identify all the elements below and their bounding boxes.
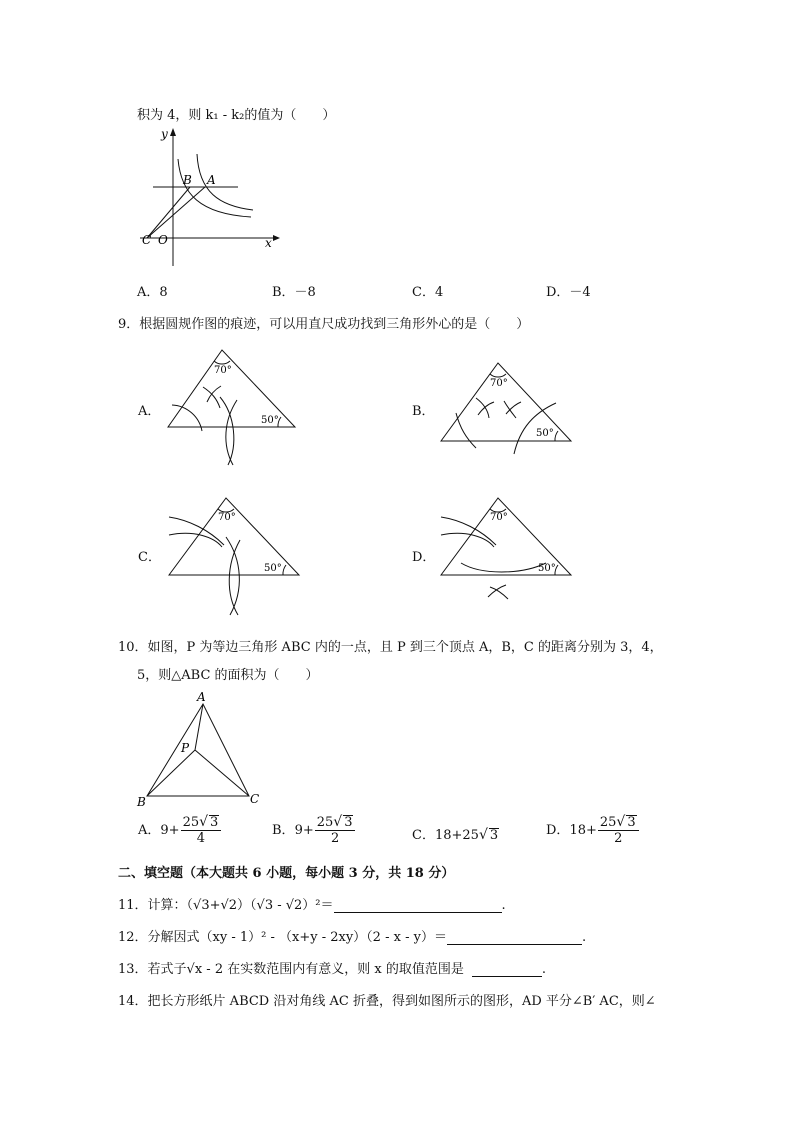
q10b-den: 2 xyxy=(330,831,340,846)
q9-figure-a xyxy=(160,345,300,470)
q10a-radicand: 3 xyxy=(210,815,219,830)
q10c-pre: 18+25 xyxy=(434,828,479,843)
sqrt-icon: √ xyxy=(333,814,343,830)
sqrt-icon: √ xyxy=(478,827,488,843)
q13-end: . xyxy=(541,962,546,977)
q8-option-c: C．4 xyxy=(412,285,444,300)
q10d-letter: D． xyxy=(546,823,570,838)
q10b-letter: B． xyxy=(272,823,295,838)
sqrt-icon: √ xyxy=(616,814,626,830)
q10-label-a: A xyxy=(197,690,206,704)
q9-stem: 9．根据圆规作图的痕迹，可以用直尺成功找到三角形外心的是（ ） xyxy=(118,317,530,332)
q10d-radicand: 3 xyxy=(627,815,636,830)
q13-answer-blank[interactable] xyxy=(472,961,542,977)
q10a-pre: 9+ xyxy=(160,823,180,838)
q8-stem: 积为 4，则 k₁ - k₂的值为（ ） xyxy=(137,108,336,123)
q10-option-b xyxy=(272,815,356,846)
q10b-num: 25 xyxy=(316,815,334,830)
q9-option-a: A． xyxy=(138,404,161,419)
q13-line xyxy=(118,958,546,977)
q10-label-p: P xyxy=(181,741,190,755)
q11-end: . xyxy=(501,898,506,913)
q10c-letter: C． xyxy=(412,828,435,843)
q8-c-label: C xyxy=(142,233,152,247)
q8-option-d: D．－4 xyxy=(546,285,591,300)
q9-figure-b xyxy=(436,358,576,458)
sqrt-icon: √ xyxy=(199,814,209,830)
q10-option-d xyxy=(546,815,640,846)
q10-label-b: B xyxy=(137,795,146,809)
q10-stem-line2: 5，则△ABC 的面积为（ ） xyxy=(137,668,319,683)
q10-triangle-figure xyxy=(135,690,270,810)
q10d-fraction xyxy=(598,815,639,846)
q10b-fraction xyxy=(315,815,356,846)
q8-option-b: B．－8 xyxy=(272,285,316,300)
q9a-angle-70: 70° xyxy=(214,365,232,376)
q8-y-label: y xyxy=(161,127,168,141)
q14-line: 14．把长方形纸片 ABCD 沿对角线 AC 折叠，得到如图所示的图形，AD 平分∠B′ AC，则∠ xyxy=(118,994,656,1009)
q10a-den: 4 xyxy=(196,831,206,846)
q10a-fraction xyxy=(181,815,222,846)
q9d-angle-70: 70° xyxy=(490,512,508,523)
q12-text: 12．分解因式（xy - 1）² - （x+y - 2xy）（2 - x - y）＝ xyxy=(118,930,447,945)
q10a-letter: A． xyxy=(138,823,161,838)
q9-option-d: D． xyxy=(412,550,436,565)
q13-text: 13．若式子√x - 2 在实数范围内有意义，则 x 的取值范围是 xyxy=(118,962,464,977)
q11-answer-blank[interactable] xyxy=(334,897,502,913)
q10b-pre: 9+ xyxy=(294,823,314,838)
q10d-pre: 18+ xyxy=(569,823,597,838)
q11-text: 11．计算：（√3+√2）（√3 - √2）²＝ xyxy=(118,898,334,913)
q10-option-a xyxy=(138,815,222,846)
q9-figure-c xyxy=(164,495,304,620)
q10b-radicand: 3 xyxy=(344,815,353,830)
q9a-angle-50: 50° xyxy=(261,415,279,426)
q8-b-label: B xyxy=(183,173,192,187)
section2-title: 二、填空题（本大题共 6 小题，每小题 3 分，共 18 分） xyxy=(118,866,455,881)
q9-option-c: C． xyxy=(138,550,161,565)
q12-answer-blank[interactable] xyxy=(447,929,582,945)
q8-option-a: A．8 xyxy=(137,285,168,300)
q10-option-c xyxy=(412,824,499,843)
q9c-angle-50: 50° xyxy=(264,563,282,574)
q8-function-graph xyxy=(135,124,285,269)
q9b-angle-70: 70° xyxy=(490,378,508,389)
q10a-num: 25 xyxy=(182,815,200,830)
q10d-den: 2 xyxy=(614,831,623,846)
q12-line xyxy=(118,926,586,945)
q9d-angle-50: 50° xyxy=(538,563,556,574)
q10-label-c: C xyxy=(250,792,260,806)
q9-option-b: B． xyxy=(412,404,435,419)
q9-figure-d xyxy=(436,495,576,615)
q9c-angle-70: 70° xyxy=(218,512,236,523)
q8-a-label: A xyxy=(207,173,216,187)
q8-o-label: O xyxy=(158,233,168,247)
q11-line xyxy=(118,894,506,913)
q12-end: . xyxy=(581,930,587,945)
q8-x-label: x xyxy=(265,236,272,250)
q10d-num: 25 xyxy=(599,815,617,830)
q10c-radicand: 3 xyxy=(489,828,499,843)
q9b-angle-50: 50° xyxy=(536,428,554,439)
q10-stem-line1: 10．如图，P 为等边三角形 ABC 内的一点，且 P 到三个顶点 A，B，C 的距离分别为 3，4， xyxy=(118,640,663,655)
